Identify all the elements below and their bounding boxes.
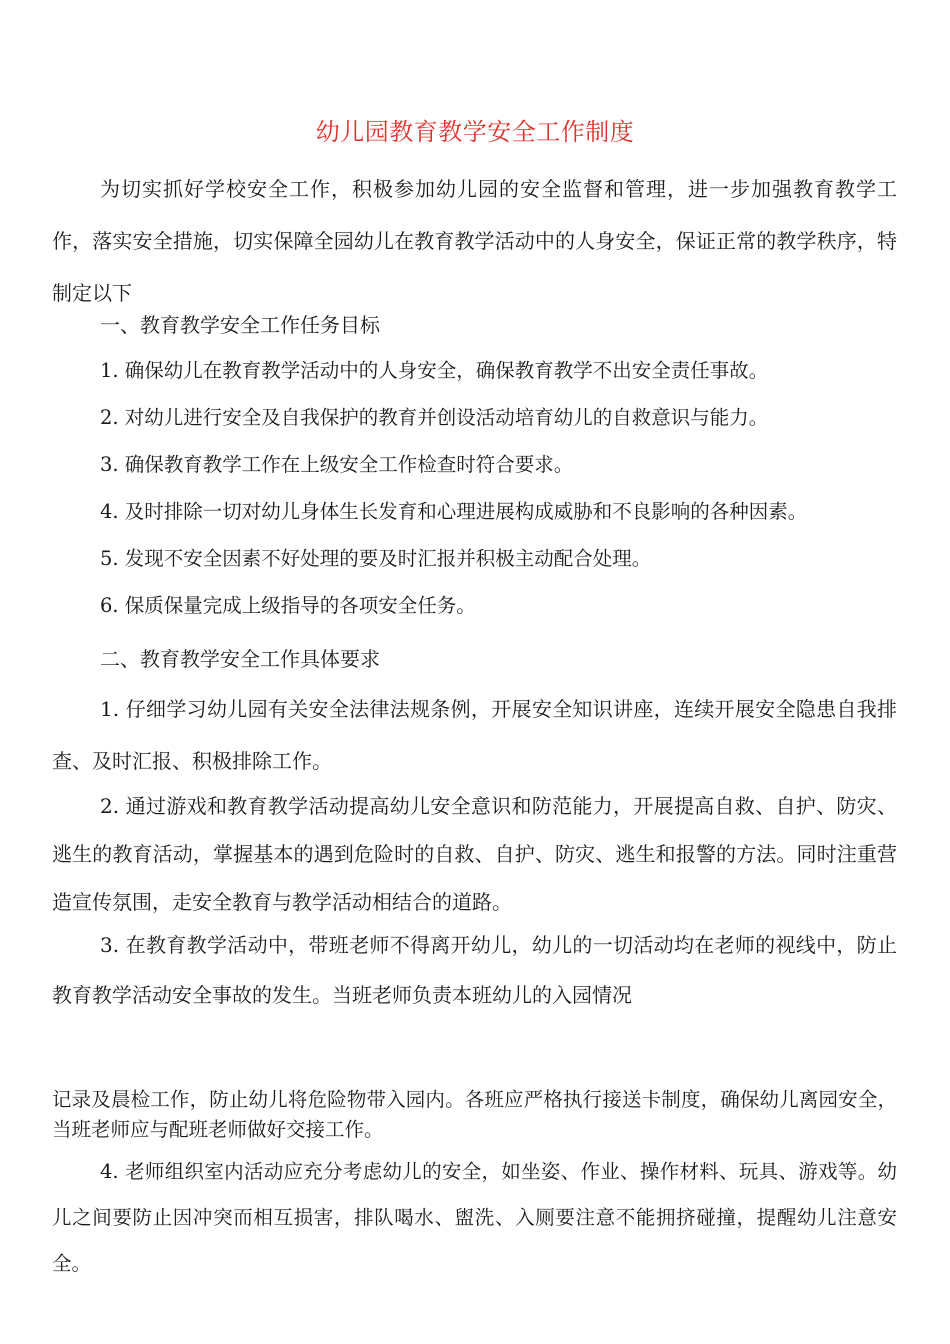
section-1-item-6: 6. 保质保量完成上级指导的各项安全任务。 <box>100 594 476 617</box>
section-1-item-4: 4. 及时排除一切对幼儿身体生长发育和心理进展构成威胁和不良影响的各种因素。 <box>100 500 808 523</box>
section-2-paragraph-2: 2. 通过游戏和教育教学活动提高幼儿安全意识和防范能力，开展提高自救、自护、防灾、逃生的教育活动，掌握基本的遇到危险时的自救、自护、防灾、逃生和报警的方法。同时注重营造宣传氛围，走安全教育与教学活动相结合的道路。 <box>52 794 897 914</box>
section-1-item-1: 1. 确保幼儿在教育教学活动中的人身安全，确保教育教学不出安全责任事故。 <box>100 359 769 382</box>
section-2-paragraph-4: 4. 老师组织室内活动应充分考虑幼儿的安全，如坐姿、作业、操作材料、玩具、游戏等。幼儿之间要防止因冲突而相互损害，排队喝水、盥洗、入厕要注意不能拥挤碰撞，提醒幼儿注意安全。 <box>52 1160 897 1275</box>
section-2-paragraph-3: 3. 在教育教学活动中，带班老师不得离开幼儿，幼儿的一切活动均在老师的视线中，防止教育教学活动安全事故的发生。当班老师负责本班幼儿的入园情况 <box>52 933 897 1007</box>
section-1-item-3: 3. 确保教育教学工作在上级安全工作检查时符合要求。 <box>100 453 574 476</box>
document-title: 幼儿园教育教学安全工作制度 <box>315 118 635 146</box>
section-1-item-2: 2. 对幼儿进行安全及自我保护的教育并创设活动培育幼儿的自救意识与能力。 <box>100 406 769 429</box>
section-2-paragraph-1: 1. 仔细学习幼儿园有关安全法律法规条例，开展安全知识讲座，连续开展安全隐患自我排查、及时汇报、积极排除工作。 <box>52 697 897 773</box>
intro-paragraph: 为切实抓好学校安全工作，积极参加幼儿园的安全监督和管理，进一步加强教育教学工作，落实安全措施，切实保障全园幼儿在教育教学活动中的人身安全，保证正常的教学秩序，特制定以下 <box>52 177 897 305</box>
section-2-paragraph-3-continued: 记录及晨检工作，防止幼儿将危险物带入园内。各班应严格执行接送卡制度，确保幼儿离园安全，当班老师应与配班老师做好交接工作。 <box>52 1088 897 1141</box>
section-1-heading: 一、教育教学安全工作任务目标 <box>100 313 380 337</box>
section-1-item-5: 5. 发现不安全因素不好处理的要及时汇报并积极主动配合处理。 <box>100 547 652 570</box>
section-2-heading: 二、教育教学安全工作具体要求 <box>100 647 380 671</box>
